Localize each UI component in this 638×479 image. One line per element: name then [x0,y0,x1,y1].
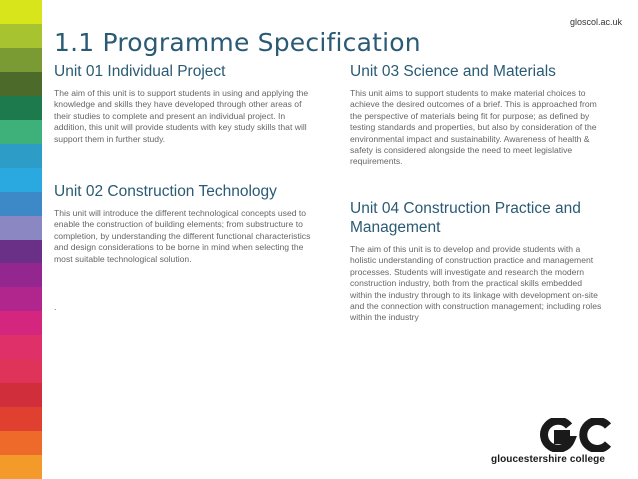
stray-mark: . [54,302,57,312]
unit-04-body: The aim of this unit is to develop and provide students with a holistic understanding of construction practice and management processes. Students will investigate and research the modern construction industry, both from the practical skills embedded within the industry through to its linkage with development on-site and the connection with construction management; including roles within the industry [350,244,602,323]
unit-03-heading: Unit 03 Science and Materials [350,63,556,80]
stripe-segment [0,72,42,96]
stripe-segment [0,240,42,264]
stripe-segment [0,216,42,240]
stripe-segment [0,0,42,24]
stripe-segment [0,24,42,48]
unit-02-heading: Unit 02 Construction Technology [54,183,277,200]
stripe-segment [0,263,42,287]
stripe-segment [0,383,42,407]
page-title: 1.1 Programme Specification [54,28,421,57]
stripe-segment [0,48,42,72]
site-url: gloscol.ac.uk [569,17,622,27]
stripe-segment [0,455,42,479]
college-logo [478,418,618,468]
unit-02-body: This unit will introduce the different technological concepts used to enable the construction of building elements; from substructure to completion, by understanding the different functional characteristics and design considerations to be borne in mind when selecting the most suitable technological solution. [54,208,311,264]
unit-03-block [350,62,604,168]
stripe-segment [0,287,42,311]
unit-01-heading: Unit 01 Individual Project [54,63,226,80]
college-name: gloucestershire college [490,454,605,465]
unit-01-block [54,62,316,145]
stripe-segment [0,311,42,335]
stripe-segment [0,407,42,431]
unit-01-body: The aim of this unit is to support students in using and applying the knowledge and skills they have developed through other areas of their studies to complete and present an individual project. In addition, this unit will provide students with key study skills that will support them in further study. [54,88,309,144]
unit-04-heading: Unit 04 Construction Practice and Management [350,200,581,236]
unit-02-block [54,182,320,265]
stripe-segment [0,359,42,383]
gc-logo-mark [538,418,614,452]
stripe-segment [0,192,42,216]
unit-03-body: This unit aims to support students to make material choices to achieve the desired outcomes of a brief. This is approached from the perspective of materials being fit for purpose; as defined by testing standards and properties, but also by consideration of the environmental impact and sustainability. Awareness of health & safety is considered alongside the need to meet legislative requirements. [350,88,597,167]
stripe-segment [0,431,42,455]
color-stripe [0,0,42,479]
stripe-segment [0,335,42,359]
stripe-segment [0,144,42,168]
stripe-segment [0,168,42,192]
stripe-segment [0,120,42,144]
unit-04-block [350,199,604,324]
stripe-segment [0,96,42,120]
